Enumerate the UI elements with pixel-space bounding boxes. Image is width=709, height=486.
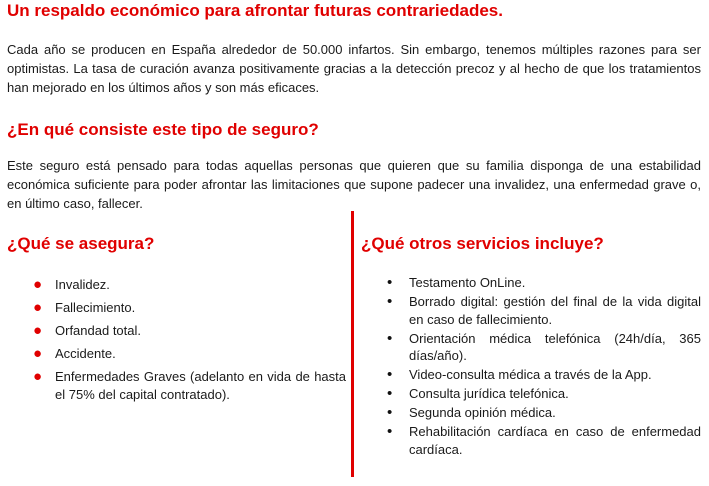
paragraph-insurance-description: Este seguro está pensado para todas aquellas personas que quieren que su familia disponga de una estabilidad económica suficiente para poder afrontar las limitaciones que supone padecer una invalidez, una enfermedad grave o, en último caso, fallecer. [7, 158, 701, 211]
list-item [33, 368, 346, 404]
list-item [33, 345, 346, 363]
list-item [387, 274, 701, 292]
list-item-text: Consulta jurídica telefónica. [409, 386, 569, 401]
bullet-icon: ● [33, 276, 43, 293]
list-item-text: Enfermedades Graves (adelanto en vida de hasta el 75% del capital contratado). [55, 369, 346, 402]
bullet-icon: ● [33, 368, 43, 385]
bullet-icon: ● [33, 322, 43, 339]
list-item [387, 293, 701, 328]
list-item-text: Testamento OnLine. [409, 275, 526, 290]
list-item-text: Segunda opinión médica. [409, 405, 556, 420]
bullet-icon: • [387, 274, 393, 291]
list-item [387, 404, 701, 422]
list-item-text: Video-consulta médica a través de la App. [409, 367, 652, 382]
bullet-icon: ● [33, 345, 43, 362]
bullet-icon: • [387, 293, 393, 310]
bullet-icon: • [387, 404, 393, 421]
bullet-icon: • [387, 366, 393, 383]
list-item [387, 385, 701, 403]
bullet-icon: • [387, 423, 393, 440]
coverage-list [33, 276, 346, 409]
services-list [387, 274, 701, 460]
heading-other-services: ¿Qué otros servicios incluye? [361, 234, 604, 253]
bullet-icon: • [387, 329, 393, 347]
list-item-text: Accidente. [55, 346, 116, 361]
list-item-text: Orientación médica telefónica (24h/día, 365 días/año). [409, 330, 701, 363]
list-item-text: Invalidez. [55, 277, 110, 292]
list-item [387, 423, 701, 458]
heading-economic-support: Un respaldo económico para afrontar futuras contrariedades. [7, 1, 503, 20]
list-item [33, 322, 346, 340]
list-item [387, 330, 701, 365]
heading-what-is-insurance: ¿En qué consiste este tipo de seguro? [7, 120, 319, 139]
bullet-icon: ● [33, 299, 43, 316]
column-divider [351, 211, 354, 477]
list-item-text: Rehabilitación cardíaca en caso de enfermedad cardíaca. [409, 424, 701, 457]
heading-coverage: ¿Qué se asegura? [7, 234, 155, 253]
bullet-icon: • [387, 385, 393, 402]
paragraph-intro: Cada año se producen en España alrededor de 50.000 infartos. Sin embargo, tenemos múltiples razones para ser optimistas. La tasa de curación avanza positivamente gracias a la detección precoz y al hecho de que los tratamientos han mejorado en los últimos años y son más eficaces. [7, 42, 701, 95]
list-item [387, 366, 701, 384]
list-item [33, 299, 346, 317]
list-item-text: Fallecimiento. [55, 300, 136, 315]
list-item-text: Orfandad total. [55, 323, 141, 338]
list-item [33, 276, 346, 294]
list-item-text: Borrado digital: gestión del final de la vida digital en caso de fallecimiento. [409, 294, 701, 327]
